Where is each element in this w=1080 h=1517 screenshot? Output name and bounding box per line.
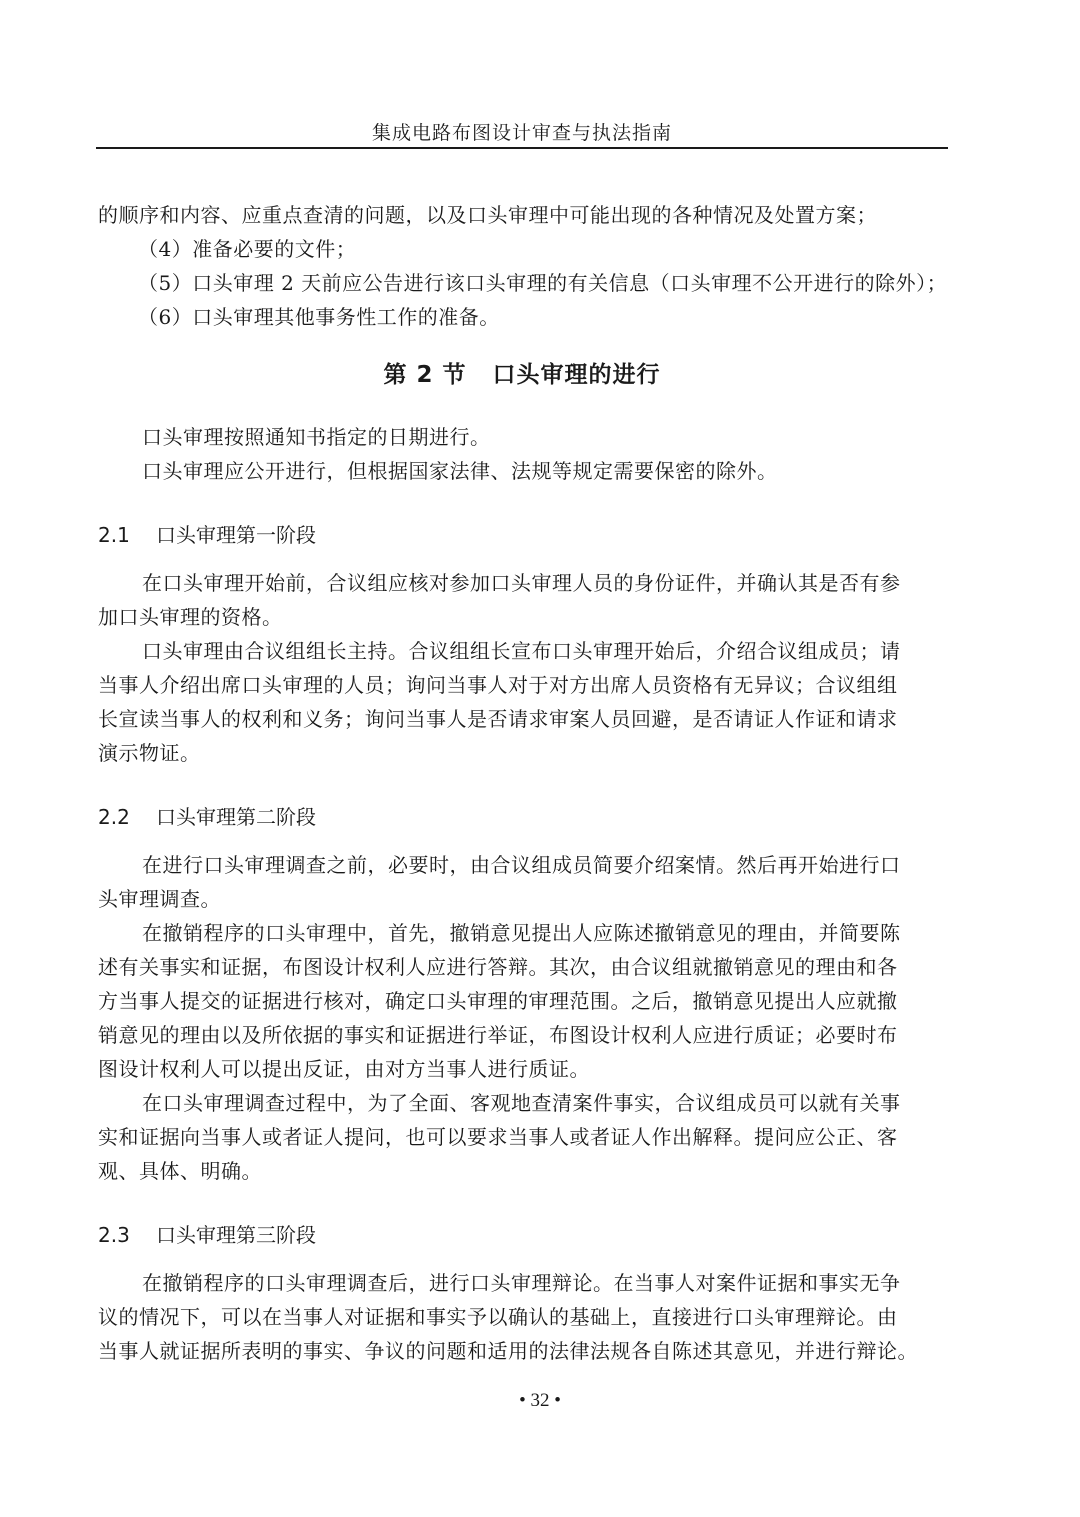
page-number: • 32 • — [519, 1390, 561, 1411]
paragraph-line: 销意见的理由以及所依据的事实和证据进行举证，布图设计权利人应进行质证；必要时布 — [98, 1023, 898, 1047]
paragraph-line: 在撤销程序的口头审理调查后，进行口头审理辩论。在当事人对案件证据和事实无争 — [142, 1271, 901, 1295]
list-item: （4）准备必要的文件； — [138, 237, 357, 261]
subsection-number: 2.3 — [98, 1223, 130, 1247]
subsection-title: 口头审理第一阶段 — [156, 523, 316, 547]
paragraph-line: 长宣读当事人的权利和义务；询问当事人是否请求审案人员回避，是否请证人作证和请求 — [98, 707, 898, 731]
paragraph — [98, 566, 946, 634]
section-title — [98, 358, 946, 392]
paragraph — [98, 1266, 946, 1368]
list-item: （5）口头审理 2 天前应公告进行该口头审理的有关信息（口头审理不公开进行的除外）； — [138, 271, 948, 295]
subsection-title: 口头审理第三阶段 — [156, 1223, 316, 1247]
paragraph-line: 头审理调查。 — [98, 887, 221, 911]
paragraph-line: 方当事人提交的证据进行核对，确定口头审理的审理范围。之后，撤销意见提出人应就撤 — [98, 989, 898, 1013]
header-rule — [96, 147, 948, 149]
subsection-heading — [98, 518, 946, 552]
paragraph-line: 在撤销程序的口头审理中，首先，撤销意见提出人应陈述撤销意见的理由，并简要陈 — [142, 921, 901, 945]
paragraph-line: 口头审理由合议组组长主持。合议组组长宣布口头审理开始后，介绍合议组成员；请 — [142, 639, 901, 663]
intro-block — [98, 198, 946, 334]
subsection-number: 2.2 — [98, 805, 130, 829]
subsection-heading — [98, 800, 946, 834]
paragraph — [98, 634, 946, 770]
paragraph — [98, 916, 946, 1086]
section-number: 第 2 节 — [383, 362, 467, 388]
paragraph-line: 加口头审理的资格。 — [98, 605, 283, 629]
paragraph: 口头审理按照通知书指定的日期进行。 — [142, 425, 491, 449]
paragraph-line: 观、具体、明确。 — [98, 1159, 262, 1183]
paragraph-line: 在进行口头审理调查之前，必要时，由合议组成员简要介绍案情。然后再开始进行口 — [142, 853, 901, 877]
section-title-text: 口头审理的进行 — [492, 362, 661, 388]
paragraph-line: 当事人就证据所表明的事实、争议的问题和适用的法律法规各自陈述其意见，并进行辩论。 — [98, 1339, 918, 1363]
paragraph — [98, 848, 946, 916]
running-header: 集成电路布图设计审查与执法指南 — [371, 122, 672, 144]
paragraph-line: 议的情况下，可以在当事人对证据和事实予以确认的基础上，直接进行口头审理辩论。由 — [98, 1305, 898, 1329]
paragraph-line: 当事人介绍出席口头审理的人员；询问当事人对于对方出席人员资格有无异议；合议组组 — [98, 673, 898, 697]
paragraph — [98, 1086, 946, 1188]
paragraph-line: 演示物证。 — [98, 741, 201, 765]
subsection-number: 2.1 — [98, 523, 130, 547]
subsection-heading — [98, 1218, 946, 1252]
section-intro — [98, 420, 946, 488]
paragraph: 口头审理应公开进行，但根据国家法律、法规等规定需要保密的除外。 — [142, 459, 778, 483]
paragraph-line: 实和证据向当事人或者证人提问，也可以要求当事人或者证人作出解释。提问应公正、客 — [98, 1125, 898, 1149]
page-body — [98, 198, 946, 1368]
paragraph-line: 在口头审理开始前，合议组应核对参加口头审理人员的身份证件，并确认其是否有参 — [142, 571, 901, 595]
subsection-title: 口头审理第二阶段 — [156, 805, 316, 829]
paragraph-line: 述有关事实和证据，布图设计权利人应进行答辩。其次，由合议组就撤销意见的理由和各 — [98, 955, 898, 979]
paragraph-line: 在口头审理调查过程中，为了全面、客观地查清案件事实，合议组成员可以就有关事 — [142, 1091, 901, 1115]
list-item: （6）口头审理其他事务性工作的准备。 — [138, 305, 500, 329]
intro-line: 的顺序和内容、应重点查清的问题，以及口头审理中可能出现的各种情况及处置方案； — [98, 203, 877, 227]
paragraph-line: 图设计权利人可以提出反证，由对方当事人进行质证。 — [98, 1057, 590, 1081]
